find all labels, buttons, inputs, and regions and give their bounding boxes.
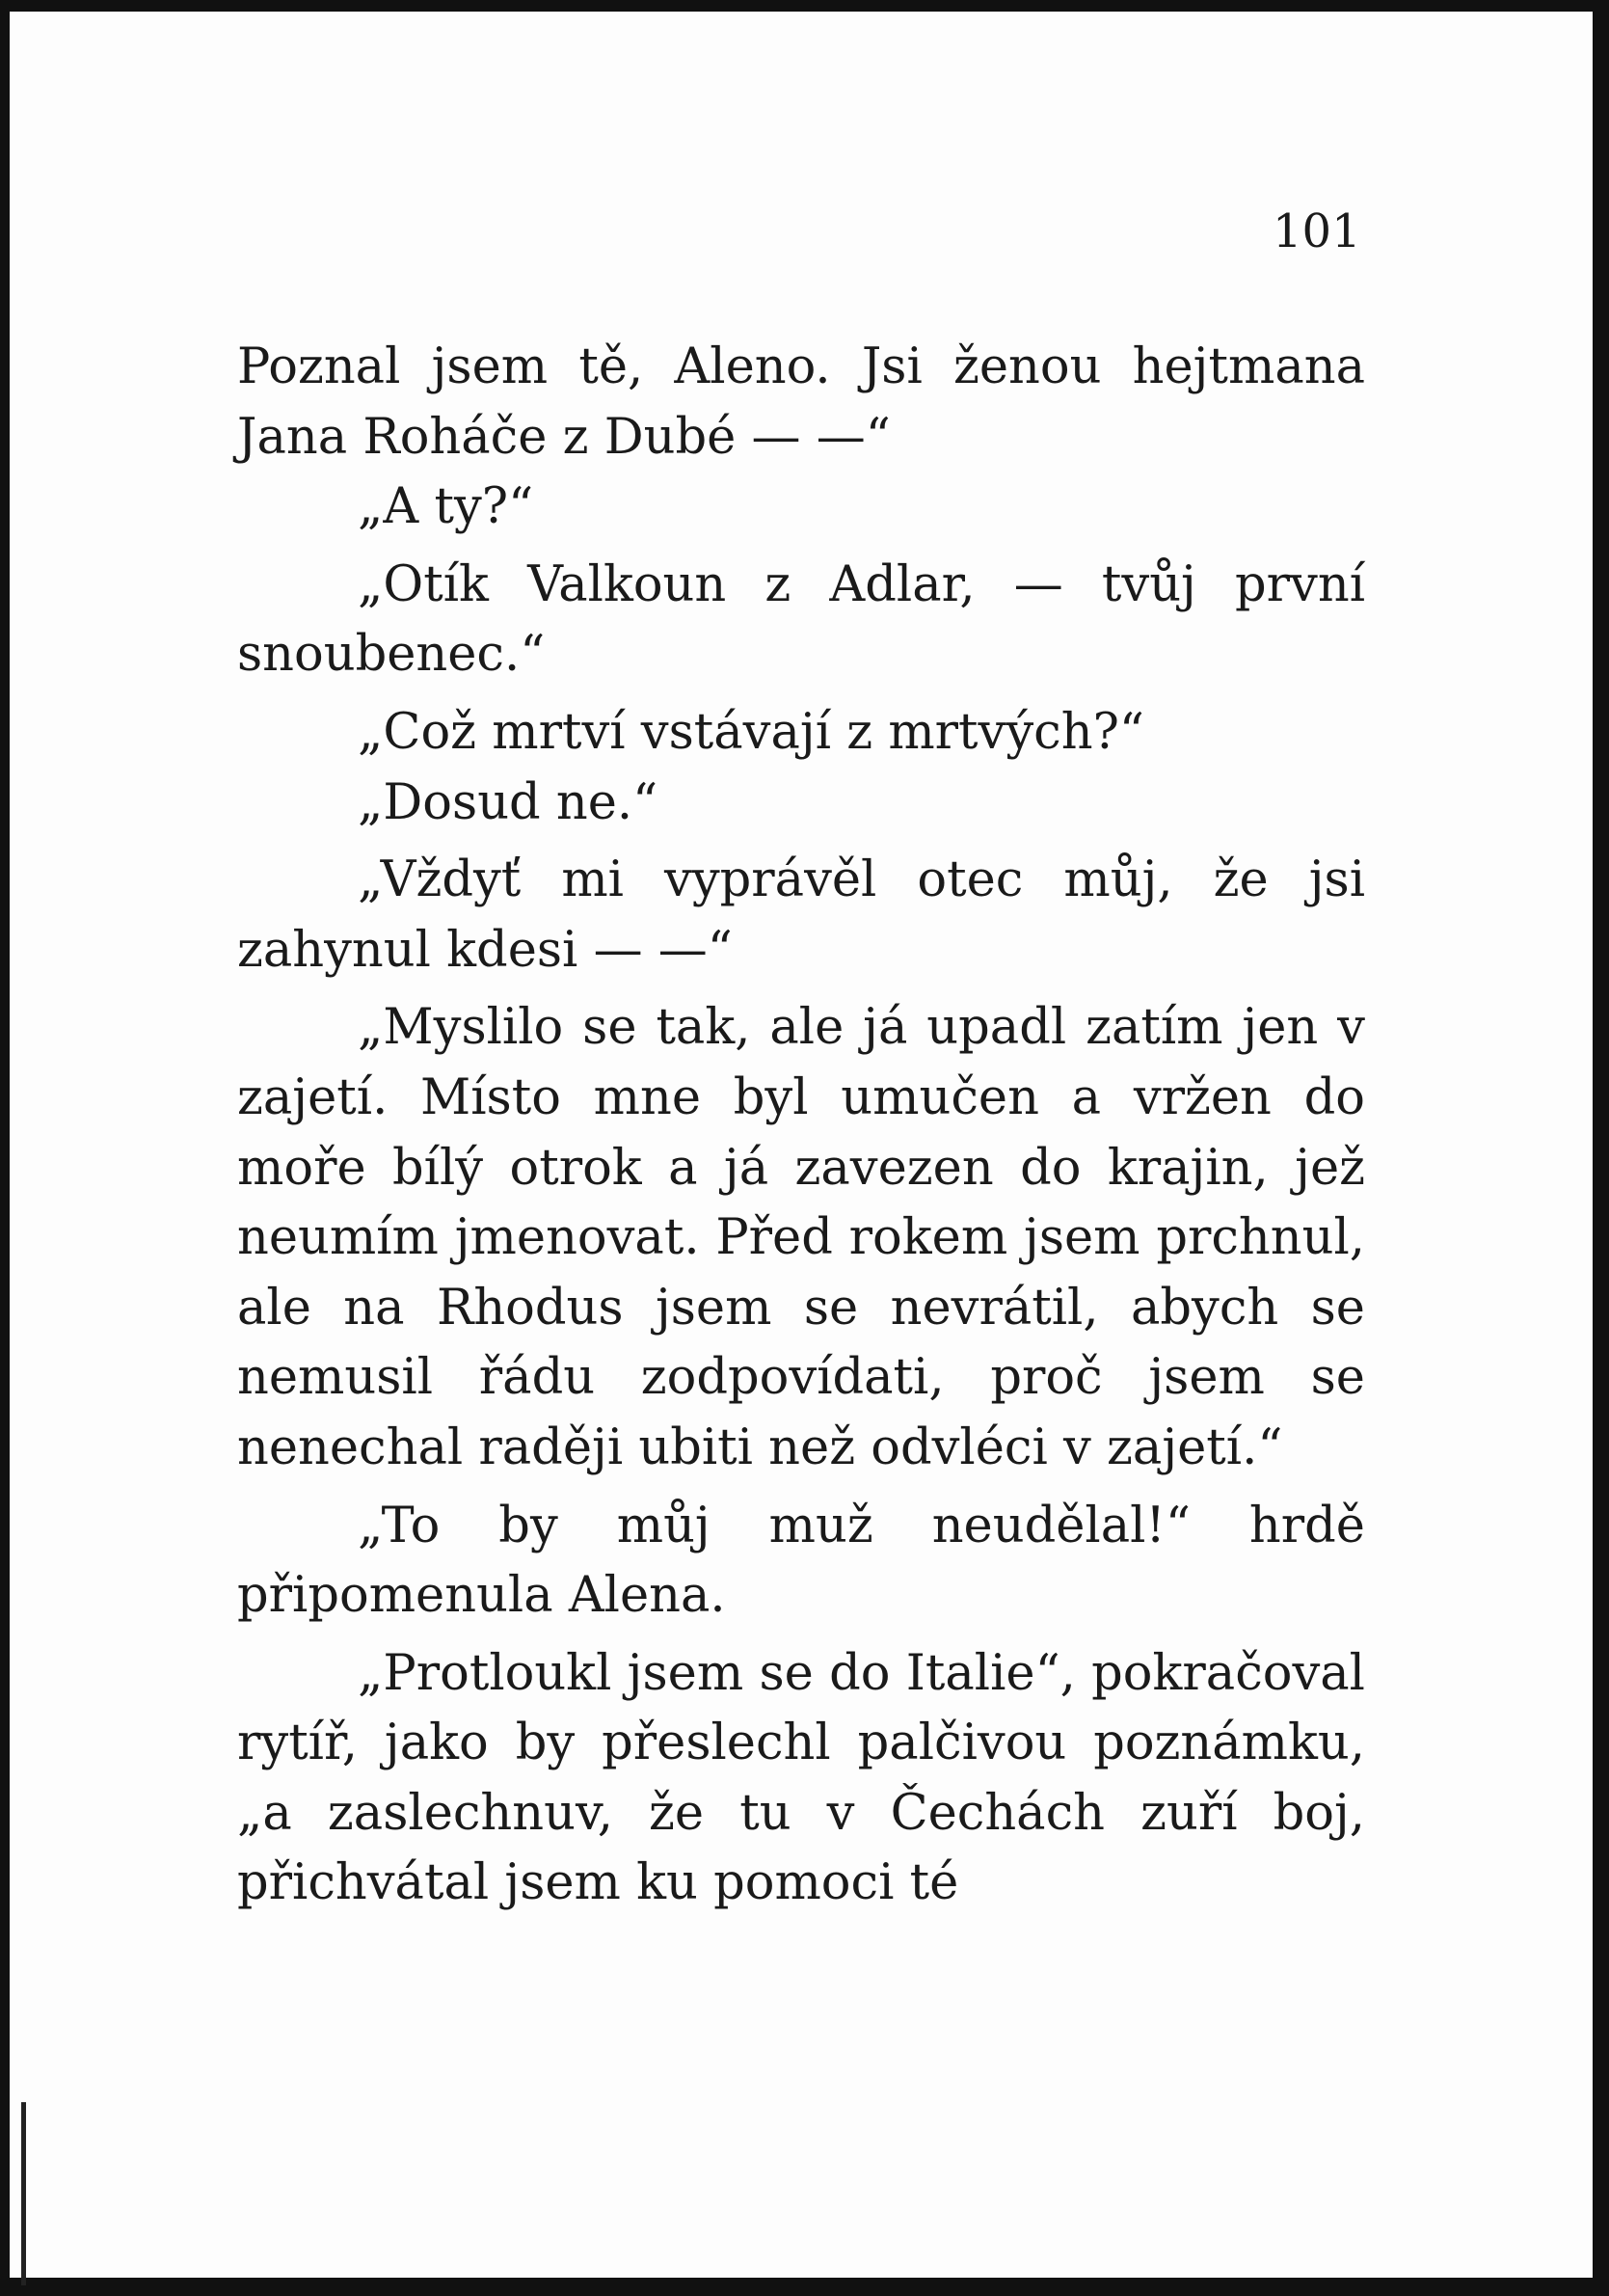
scan-border-left xyxy=(0,0,10,2296)
paragraph: „Dosud ne.“ xyxy=(358,773,658,831)
page-number: 101 xyxy=(1273,204,1361,258)
paragraph: „Myslilo se tak, ale já upadl zatím jen v zajetí. Místo mne byl umučen a vržen do moře bílý otrok a já zavezen do krajin, jež neumím jmenovat. Před rokem jsem prchnul, ale na Rhodus jsem se nevrátil, abych se nemusil řádu zodpovídati, proč jsem se nenechal raději ubiti než odvléci v zajetí.“ xyxy=(237,999,1365,1476)
paragraph: „Vždyť mi vyprávěl otec můj, že jsi zahynul kdesi — —“ xyxy=(237,851,1365,979)
scan-border-bottom xyxy=(0,2278,1609,2296)
body-text xyxy=(237,333,1365,1919)
paragraph: „To by můj muž neudělal!“ hrdě připomenula Alena. xyxy=(237,1497,1365,1625)
scan-border-top xyxy=(0,0,1609,12)
paragraph: „A ty?“ xyxy=(358,478,534,536)
paragraph: Poznal jsem tě, Aleno. Jsi ženou hejtmana Jana Roháče z Dubé — —“ xyxy=(237,338,1365,466)
paragraph: „Protloukl jsem se do Italie“, pokračoval rytíř, jako by přeslechl palčivou poznámku, „a zaslechnuv, že tu v Čechách zuří boj, přichvátal jsem ku pomoci té xyxy=(237,1644,1365,1912)
scan-border-left-inner xyxy=(21,2102,26,2285)
scan-border-right xyxy=(1593,0,1609,2296)
paragraph: „Což mrtví vstávají z mrtvých?“ xyxy=(358,703,1144,761)
paragraph: „Otík Valkoun z Adlar, — tvůj první snoubenec.“ xyxy=(237,555,1365,684)
